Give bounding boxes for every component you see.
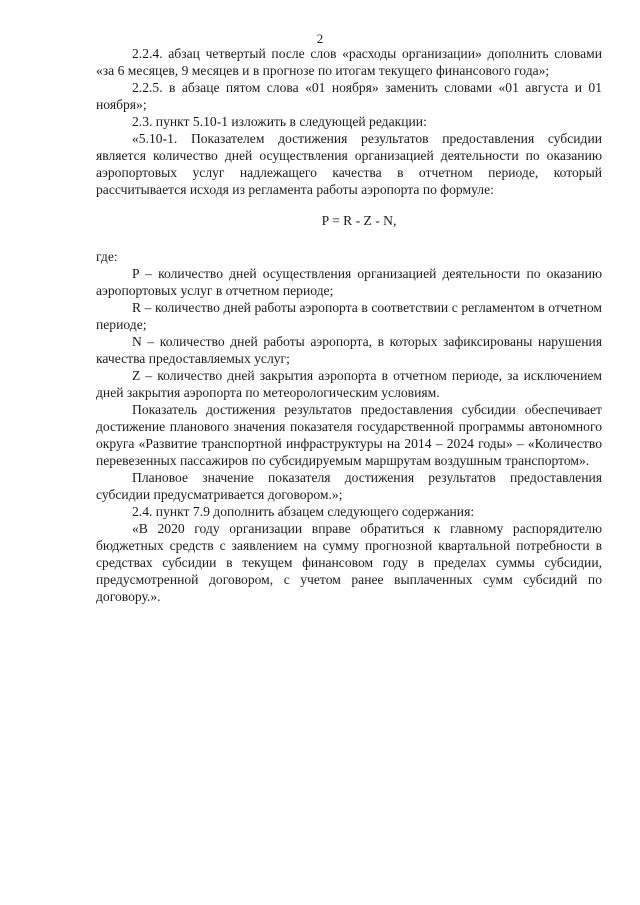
definition-z: Z – количество дней закрытия аэропорта в отчетном периоде, за исключением дней закрытия аэропорта по метеорологическим условиям.: [96, 368, 602, 400]
formula: P = R - Z - N,: [321, 213, 397, 228]
paragraph-2-4: 2.4. пункт 7.9 дополнить абзацем следующего содержания:: [132, 504, 475, 519]
paragraph-planned-value: Плановое значение показателя достижения результатов предоставления субсидии предусматривается договором.»;: [96, 470, 602, 502]
definition-p: P – количество дней осуществления организацией деятельности по оказанию аэропортовых услуг в отчетном периоде;: [96, 266, 602, 298]
paragraph-2020-clause: «В 2020 году организации вправе обратиться к главному распорядителю бюджетных средств с заявлением на сумму прогнозной квартальной потребности в средствах субсидии в текущем финансовом году в пределах суммы субсидии, предусмотренной договором, с учетом ранее выплаченных сумм субсидий по договору.».: [96, 521, 602, 604]
paragraph-indicator: Показатель достижения результатов предоставления субсидии обеспечивает достижение планового значения показателя государственной программы автономного округа «Развитие транспортной инфраструктуры на 2014 – 2024 годы» – «Количество перевезенных пассажиров по субсидируемым маршрутам воздушным транспортом».: [96, 402, 602, 468]
page-number: 2: [316, 31, 324, 46]
definition-n: N – количество дней работы аэропорта, в которых зафиксированы нарушения качества предоставляемых услуг;: [96, 334, 602, 366]
definition-r: R – количество дней работы аэропорта в соответствии с регламентом в отчетном периоде;: [96, 300, 602, 332]
document-body: [96, 45, 602, 605]
paragraph-2-3: 2.3. пункт 5.10-1 изложить в следующей редакции:: [132, 114, 427, 129]
paragraph-2-2-4: 2.2.4. абзац четвертый после слов «расходы организации» дополнить словами «за 6 месяцев, 9 месяцев и в прогнозе по итогам текущего финансового года»;: [96, 46, 602, 78]
where-label: где:: [96, 249, 118, 264]
paragraph-5-10-1: «5.10-1. Показателем достижения результатов предоставления субсидии является количество дней осуществления организацией деятельности по оказанию аэропортовых услуг надлежащего качества в отчетном периоде, который рассчитывается исходя из регламента работы аэропорта по формуле:: [96, 131, 602, 197]
paragraph-2-2-5: 2.2.5. в абзаце пятом слова «01 ноября» заменить словами «01 августа и 01 ноября»;: [96, 80, 602, 112]
